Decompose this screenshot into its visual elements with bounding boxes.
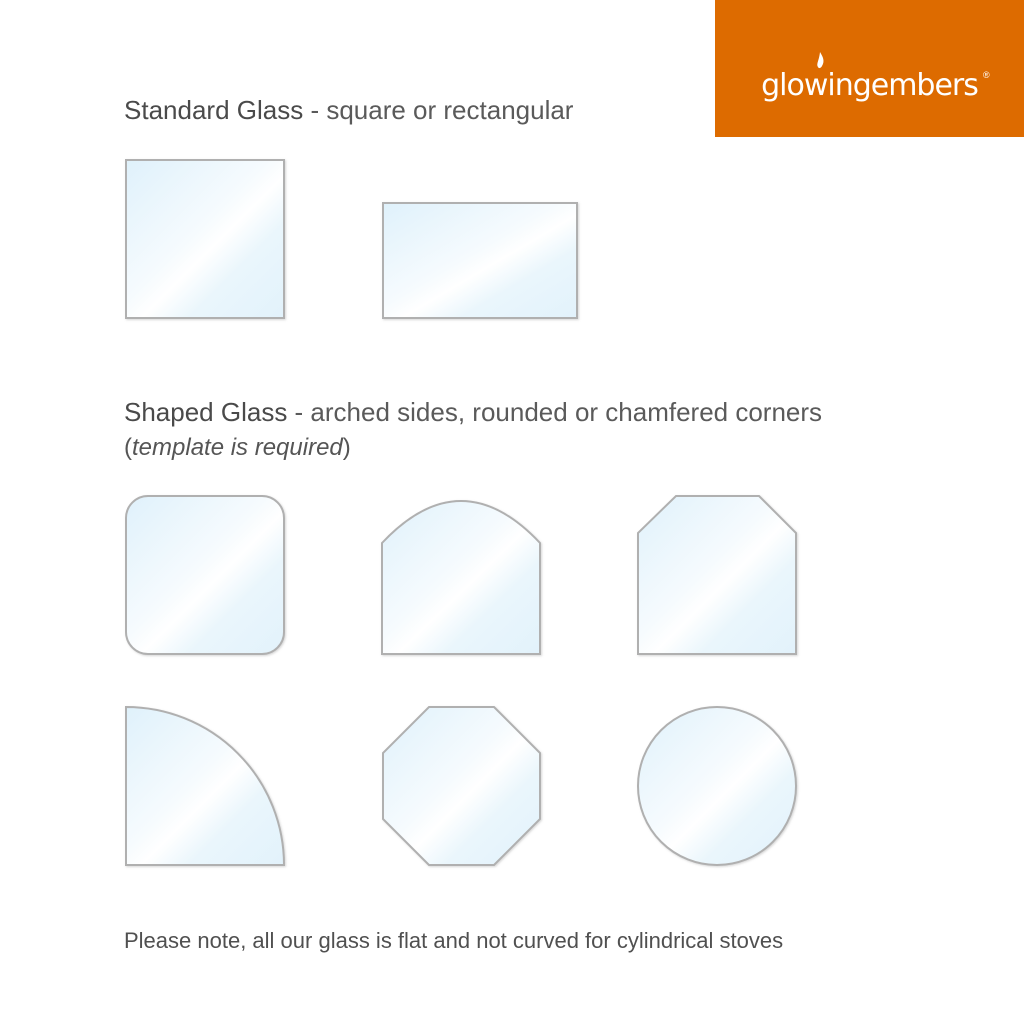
glass-arched-top [382,501,540,654]
brand-name: glowingembers [761,68,978,103]
glass-octagon [383,707,540,865]
template-required-note: (template is required) [124,434,351,461]
standard-glass-title: Standard Glass [124,95,304,125]
shaped-glass-title: Shaped Glass [124,397,288,427]
template-required-text: template is required [132,434,343,461]
glass-rectangle [383,203,577,318]
glass-quarter-circle [126,707,284,865]
glass-chamfered-top-corners [638,496,796,654]
registered-mark: ® [983,70,990,80]
standard-glass-description: - square or rectangular [303,95,574,125]
glass-circle [638,707,796,865]
glass-rounded-corners [126,496,284,654]
flat-glass-note: Please note, all our glass is flat and not curved for cylindrical stoves [124,928,784,953]
shaped-glass-description: - arched sides, rounded or chamfered corners [287,397,823,427]
glass-square [126,160,284,318]
